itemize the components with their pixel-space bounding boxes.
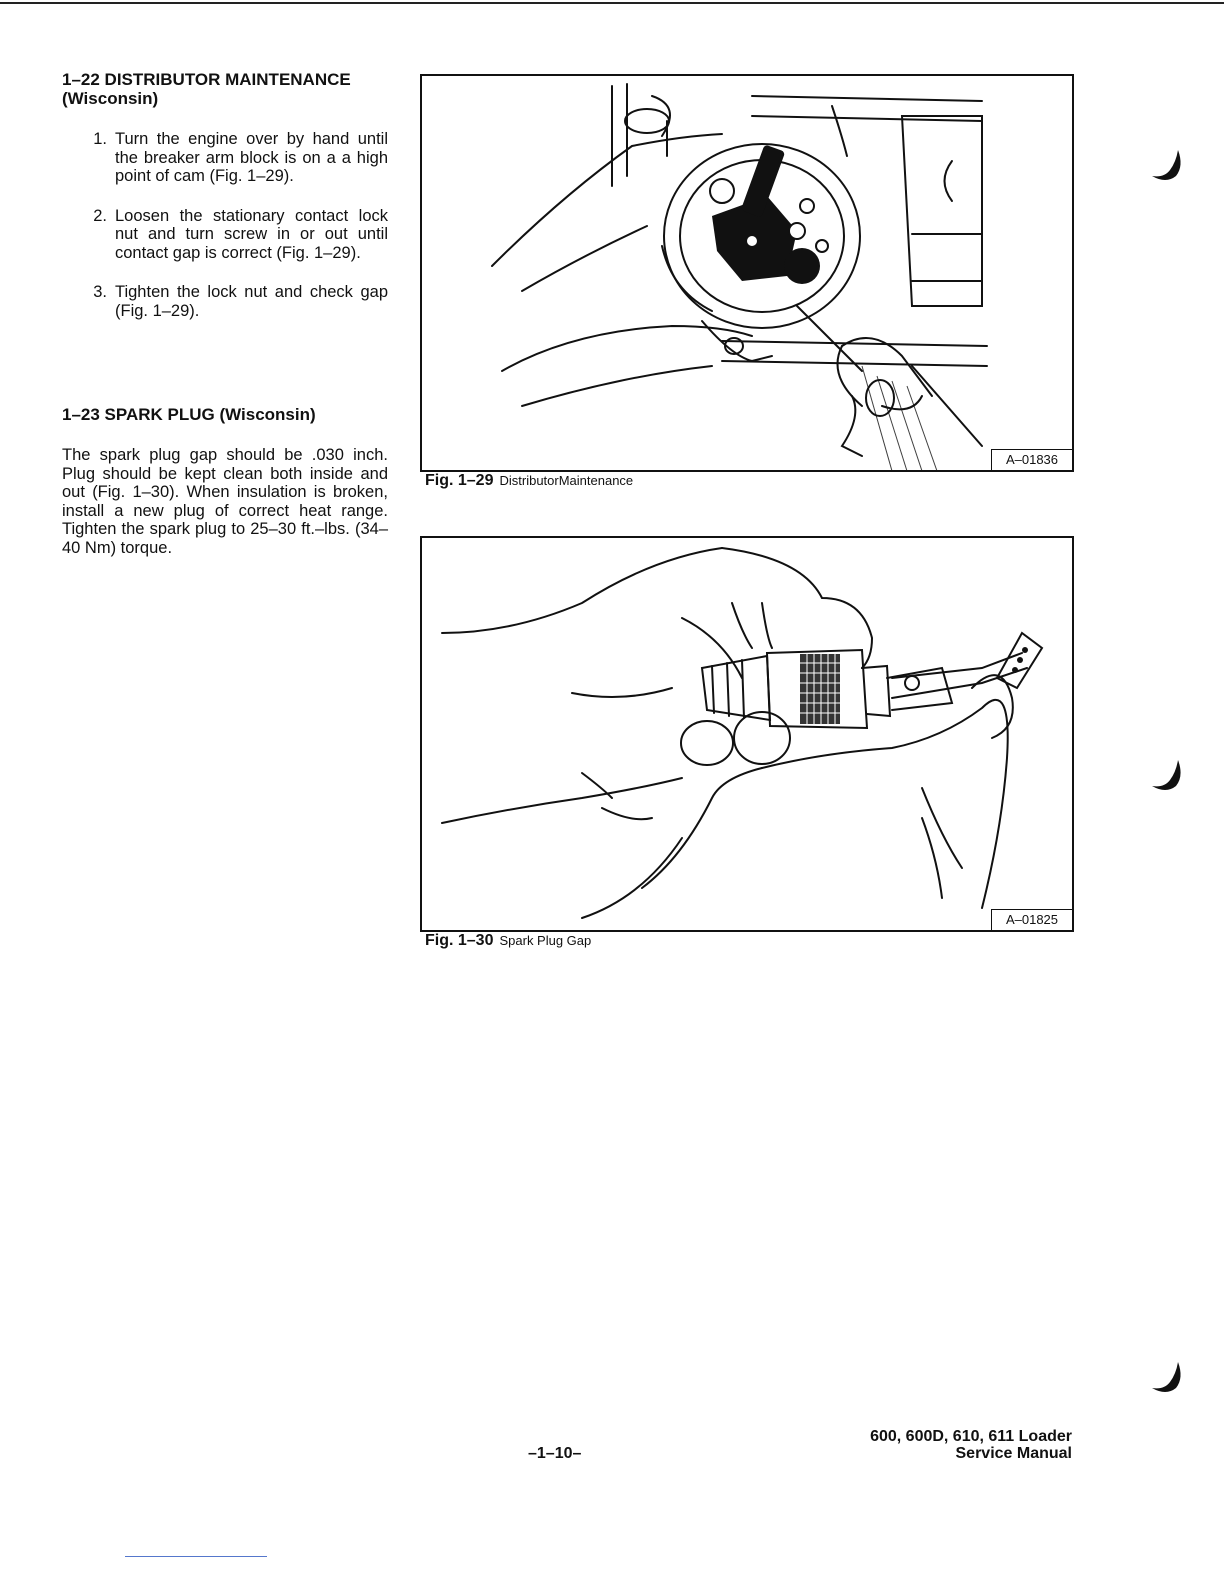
figure-1-29 — [420, 74, 1074, 472]
distributor-illustration-icon — [422, 76, 1072, 470]
margin-mark-icon — [1148, 1358, 1188, 1398]
figure-id-label: A–01836 — [991, 449, 1072, 470]
manual-title: 600, 600D, 610, 611 Loader Service Manual — [870, 1428, 1072, 1462]
figure-caption: Fig. 1–30 Spark Plug Gap — [425, 932, 592, 949]
figure-id-label: A–01825 — [991, 909, 1072, 930]
section-heading: 1–23 SPARK PLUG (Wisconsin) — [62, 405, 316, 424]
steps-list — [62, 130, 388, 320]
figure-caption: Fig. 1–29 DistributorMaintenance — [425, 472, 634, 489]
spark-plug-illustration-icon — [422, 538, 1072, 930]
section-heading: 1–22 DISTRIBUTOR MAINTENANCE (Wisconsin) — [62, 70, 351, 108]
section-body: The spark plug gap should be .030 inch. Plug should be kept clean both inside and out (Fig. 1–30). When insulation is broken, install a new plug of correct heat range. Tighten the spark plug to 25–30 ft.–lbs. (34–40 Nm) torque. — [62, 446, 388, 557]
step-item: 1. Turn the engine over by hand until the breaker arm block is on a a high point of cam (Fig. 1–29). — [93, 130, 388, 185]
step-item: 2. Loosen the stationary contact lock nut and turn screw in or out until contact gap is correct (Fig. 1–29). — [93, 206, 388, 262]
margin-mark-icon — [1148, 756, 1188, 796]
bottom-rule — [125, 1556, 267, 1557]
step-item: 3. Tighten the lock nut and check gap (Fig. 1–29). — [93, 283, 388, 320]
top-rule — [0, 2, 1224, 4]
section-1-22 — [62, 70, 388, 341]
section-1-23 — [62, 405, 388, 557]
page-number: –1–10– — [528, 1445, 582, 1462]
figure-1-30 — [420, 536, 1074, 932]
margin-mark-icon — [1148, 146, 1188, 186]
